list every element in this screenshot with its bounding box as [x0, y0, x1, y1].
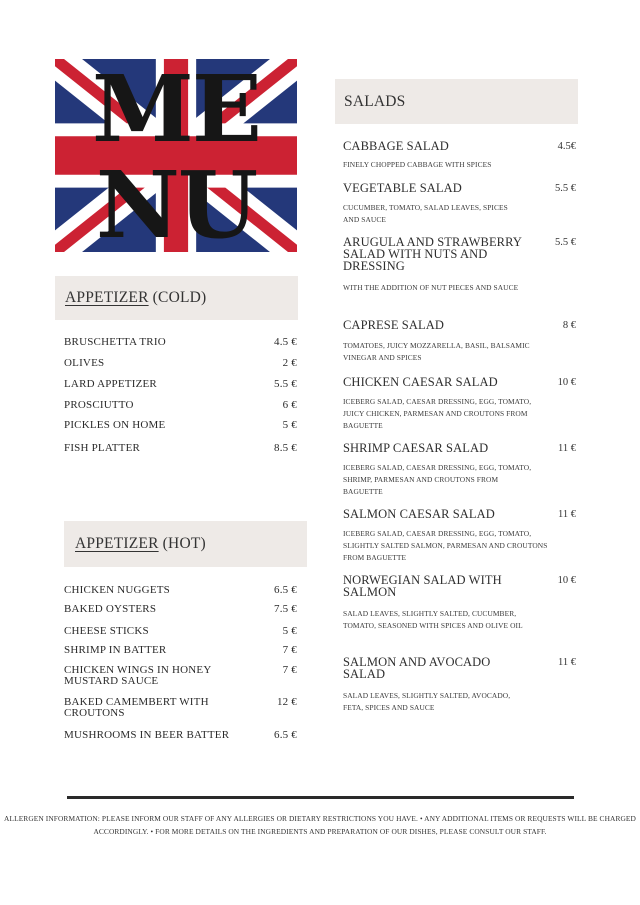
item-name: ARUGULA AND STRAWBERRY SALAD WITH NUTS AND DRESSING [343, 235, 522, 273]
section-heading-appetizer-hot [64, 521, 307, 567]
item-price: 5 € [282, 419, 297, 431]
item-name: PICKLES ON HOME [64, 419, 166, 431]
item-description: ICEBERG SALAD, CAESAR DRESSING, EGG, TOMATO, SHRIMP, PARMESAN AND CROUTONS FROM BAGUETTE [343, 463, 532, 496]
appetizer-hot-list [64, 585, 297, 745]
item-price: 6 € [282, 399, 297, 411]
item-price: 6.5 € [274, 584, 297, 596]
item-name: MUSHROOMS IN BEER BATTER [64, 729, 230, 741]
item-name: CAPRESE SALAD [343, 318, 444, 332]
heading-sub: (COLD) [148, 289, 207, 306]
item-description: ICEBERG SALAD, CAESAR DRESSING, EGG, TOMATO, SLIGHTLY SALTED SALMON, PARMESAN AND CROUTONS FROM BAGUETTE [343, 529, 548, 562]
item-description: WITH THE ADDITION OF NUT PIECES AND SAUCE [343, 283, 519, 292]
item-price: 8.5 € [274, 442, 297, 454]
item-name: VEGETABLE SALAD [343, 181, 462, 195]
item-name: CHICKEN CAESAR SALAD [343, 375, 498, 389]
item-name: SHRIMP IN BATTER [64, 644, 167, 656]
item-description: ICEBERG SALAD, CAESAR DRESSING, EGG, TOMATO, JUICY CHICKEN, PARMESAN AND CROUTONS FROM BAGUETTE [343, 397, 532, 430]
allergen-note: ALLERGEN INFORMATION: PLEASE INFORM OUR STAFF OF ANY ALLERGIES OR DIETARY RESTRICTIONS YOU HAVE. • ANY ADDITIONAL ITEMS OR REQUESTS WILL BE CHARGED ACCORDINGLY. • FOR MORE DETAILS ON THE INGREDIENTS AND PREPARATION OF OUR DISHES, PLEASE CONSULT OUR STAFF. [4, 814, 636, 836]
item-name: FISH PLATTER [64, 442, 141, 454]
item-name: SHRIMP CAESAR SALAD [343, 441, 489, 455]
item-price: 5 € [282, 625, 297, 637]
item-price: 7.5 € [274, 603, 297, 615]
section-heading-salads [335, 79, 578, 124]
item-price: 11 € [558, 509, 576, 520]
item-name: NORWEGIAN SALAD WITH SALMON [343, 573, 502, 599]
item-price: 2 € [282, 357, 297, 369]
heading-main: APPETIZER [75, 535, 159, 552]
item-name: CHEESE STICKS [64, 625, 149, 637]
logo-text-line-1: ME [92, 59, 260, 163]
item-price: 4.5€ [557, 141, 576, 152]
menu-logo [55, 59, 297, 252]
salads-list [343, 140, 576, 720]
item-price: 6.5 € [274, 729, 297, 741]
item-name: BAKED OYSTERS [64, 603, 157, 615]
item-name: BRUSCHETTA TRIO [64, 336, 166, 348]
item-description: SALAD LEAVES, SLIGHTLY SALTED, AVOCADO, FETA, SPICES AND SAUCE [343, 691, 511, 712]
item-name: CHICKEN WINGS IN HONEY MUSTARD SAUCE [64, 664, 212, 687]
item-description: FINELY CHOPPED CABBAGE WITH SPICES [343, 160, 492, 169]
item-description: CUCUMBER, TOMATO, SALAD LEAVES, SPICES AND SAUCE [343, 203, 508, 224]
item-price: 11 € [558, 657, 576, 668]
item-name: PROSCIUTTO [64, 399, 134, 411]
item-name: SALMON AND AVOCADO SALAD [343, 655, 491, 681]
appetizer-cold-list [64, 337, 297, 457]
item-price: 11 € [558, 443, 576, 454]
item-name: SALMON CAESAR SALAD [343, 507, 495, 521]
item-price: 7 € [282, 664, 297, 676]
item-price: 5.5 € [274, 378, 297, 390]
section-heading-appetizer-cold [55, 276, 298, 320]
item-price: 7 € [282, 644, 297, 656]
item-name: CHICKEN NUGGETS [64, 584, 170, 596]
item-description: TOMATOES, JUICY MOZZARELLA, BASIL, BALSAMIC VINEGAR AND SPICES [343, 341, 530, 362]
logo-text-line-2: NU [95, 151, 257, 252]
heading-main: SALADS [344, 92, 406, 110]
item-description: SALAD LEAVES, SLIGHTLY SALTED, CUCUMBER, TOMATO, SEASONED WITH SPICES AND OLIVE OIL [343, 609, 523, 630]
item-price: 5.5 € [555, 237, 576, 248]
heading-sub: (HOT) [158, 535, 206, 552]
footer-divider [67, 796, 574, 799]
item-name: CABBAGE SALAD [343, 139, 449, 153]
item-name: LARD APPETIZER [64, 378, 157, 390]
item-price: 12 € [276, 696, 297, 708]
item-price: 10 € [557, 575, 576, 586]
item-price: 4.5 € [274, 336, 297, 348]
item-price: 5.5 € [555, 183, 576, 194]
item-name: OLIVES [64, 357, 105, 369]
item-price: 8 € [562, 320, 576, 331]
heading-main: APPETIZER [65, 289, 149, 306]
item-name: BAKED CAMEMBERT WITH CROUTONS [64, 696, 209, 719]
item-price: 10 € [557, 377, 576, 388]
